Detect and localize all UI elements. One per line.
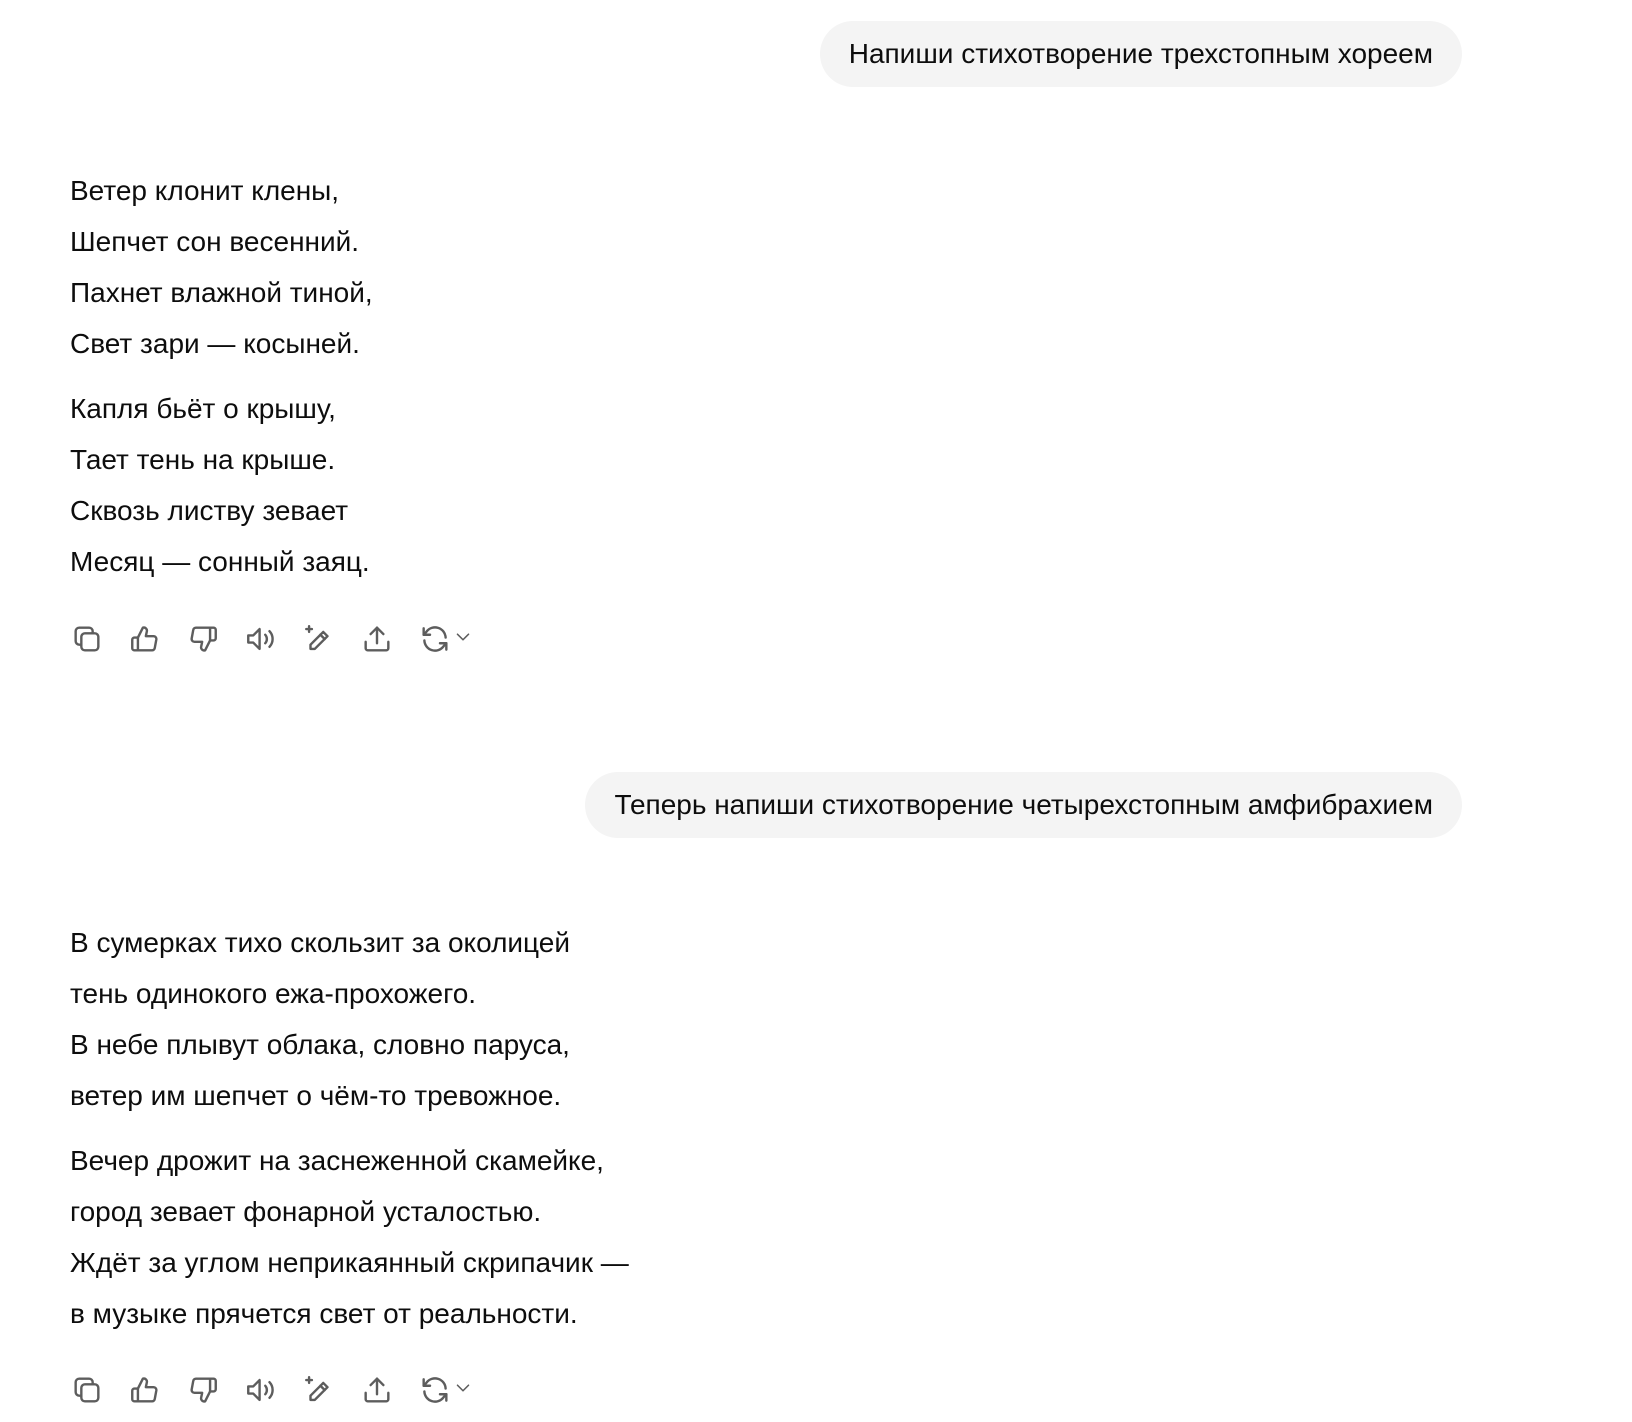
thumbs-down-icon [186, 622, 220, 656]
user-message-bubble [820, 21, 1462, 87]
assistant-message [70, 917, 970, 1339]
poem-line: В небе плывут облака, словно паруса, [70, 1029, 570, 1060]
share-button[interactable] [356, 1369, 414, 1411]
chevron-down-icon [452, 626, 474, 648]
read-aloud-button[interactable] [240, 1369, 298, 1411]
edit-button[interactable] [298, 618, 356, 660]
copy-icon [70, 1373, 104, 1407]
poem-line: Месяц — сонный заяц. [70, 546, 370, 577]
poem-line: ветер им шепчет о чём-то тревожное. [70, 1080, 562, 1111]
share-icon [360, 1373, 394, 1407]
poem-line: Свет зари — косыней. [70, 328, 360, 359]
user-message-bubble [585, 772, 1462, 838]
poem-line: Капля бьёт о крышу, [70, 393, 336, 424]
read-aloud-button[interactable] [240, 618, 298, 660]
copy-button[interactable] [66, 1369, 124, 1411]
regenerate-icon [418, 1373, 452, 1407]
copy-icon [70, 622, 104, 656]
poem-line: Ветер клонит клены, [70, 175, 340, 206]
poem-line: Ждёт за углом неприкаянный скрипачик — [70, 1247, 629, 1278]
share-icon [360, 622, 394, 656]
poem-stanza [70, 165, 970, 369]
poem-line: В сумерках тихо скользит за околицей [70, 927, 570, 958]
read-aloud-icon [244, 1373, 278, 1407]
read-aloud-icon [244, 622, 278, 656]
thumbs-up-icon [128, 1373, 162, 1407]
edit-button[interactable] [298, 1369, 356, 1411]
share-button[interactable] [356, 618, 414, 660]
regenerate-icon [418, 622, 452, 656]
poem-line: в музыке прячется свет от реальности. [70, 1298, 578, 1329]
bad-response-button[interactable] [182, 1369, 240, 1411]
copy-button[interactable] [66, 618, 124, 660]
thumbs-up-icon [128, 622, 162, 656]
good-response-button[interactable] [124, 618, 182, 660]
poem-line: Шепчет сон весенний. [70, 226, 360, 257]
regenerate-button[interactable] [414, 1369, 484, 1411]
assistant-message [70, 165, 970, 587]
model-switcher-chevron[interactable] [452, 1377, 474, 1404]
poem-line: Сквозь листву зевает [70, 495, 349, 526]
poem-line: тень одинокого ежа-прохожего. [70, 978, 477, 1009]
edit-icon [302, 622, 336, 656]
poem-stanza [70, 1135, 970, 1339]
poem-line: Вечер дрожит на заснеженной скамейке, [70, 1145, 604, 1176]
model-switcher-chevron[interactable] [452, 626, 474, 653]
poem-stanza [70, 383, 970, 587]
regenerate-button[interactable] [414, 618, 484, 660]
user-message-text: Напиши стихотворение трехстопным хореем [848, 38, 1433, 69]
message-action-bar [66, 1369, 484, 1411]
thumbs-down-icon [186, 1373, 220, 1407]
message-action-bar [66, 618, 484, 660]
poem-line: Пахнет влажной тиной, [70, 277, 373, 308]
user-message-text: Теперь напиши стихотворение четырехстопным амфибрахием [614, 789, 1433, 820]
good-response-button[interactable] [124, 1369, 182, 1411]
poem-stanza [70, 917, 970, 1121]
poem-line: Тает тень на крыше. [70, 444, 336, 475]
poem-line: город зевает фонарной усталостью. [70, 1196, 542, 1227]
bad-response-button[interactable] [182, 618, 240, 660]
chevron-down-icon [452, 1377, 474, 1399]
edit-icon [302, 1373, 336, 1407]
